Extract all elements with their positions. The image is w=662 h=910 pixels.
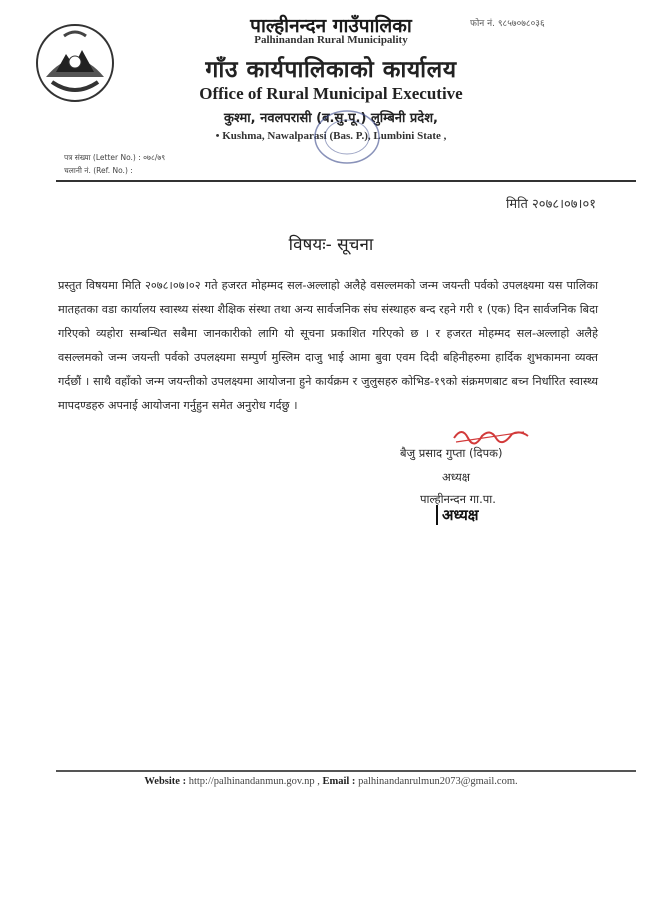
signatory-org: पाल्हीनन्दन गा.पा. (420, 492, 496, 506)
footer-contact: Website : http://palhinandanmun.gov.np , Email : palhinandanrulmun2073@gmail.com. (144, 776, 518, 787)
address-en: • Kushma, Nawalparasi (Bas. P.), Lumbini State , (215, 130, 447, 142)
reference-number: चलानी नं. (Ref. No.) : (64, 166, 133, 175)
footer-divider (56, 770, 636, 772)
website-label: Website : (144, 776, 187, 787)
notice-body: प्रस्तुत विषयमा मिति २०७८।०७।०२ गते हजरत मोहम्मद सल-अल्लाहो अलैहे वसल्लमको जन्म जयन्ती पर्वको उपलक्ष्यमा यस पालिका मातहतका वडा कार्यालय स्वास्थ्य संस्था शैक्षिक संस्था तथा अन्य सार्वजनिक संघ संस्थाहरु बन्द रहने गरी १ (एक) दिन सार्वजनिक बिदा गरिएको व्यहोरा सम्बन्धित सबैमा जानकारीको लागि यो सूचना प्रकाशित गरिएको छ । र हजरत मोहम्मद सल-अल्लाहो अलैहे वसल्लमको जन्म जयन्ती पर्वको उपलक्ष्यमा सम्पुर्ण मुस्लिम दाजु भाई आमा बुवा एवम दिदी बहिनीहरुमा हार्दिक शुभकामना व्यक्त गर्दछौं । साथै वहाँको जन्म जयन्तीको उपलक्ष्यमा आयोजना हुने कार्यक्रम र जुलुसहरु कोभिड-१९को संक्रमणबाट बच्न निर्धारित स्वास्थ्य मापदण्डहरु अपनाई आयोजना गर्नुहुन समेत अनुरोध गर्दछु । (58, 279, 598, 412)
signatory-title: अध्यक्ष (442, 470, 471, 484)
title-stamp: अध्यक्ष (436, 505, 479, 525)
office-seal-icon (312, 108, 382, 166)
address-np: कुश्मा, नवलपरासी (ब.सु.पू.) लुम्बिनी प्रदेश, (224, 111, 438, 126)
letter-date: मिति २०७८।०७।०१ (506, 197, 596, 212)
email-label: Email : (322, 776, 356, 787)
subject-heading: विषयः- सूचना (288, 235, 374, 255)
signature-scrawl-icon (450, 424, 530, 446)
website-link[interactable]: http://palhinandanmun.gov.np (188, 776, 315, 787)
office-name-np: गाँउ कार्यपालिकाको कार्यालय (205, 57, 457, 83)
header-divider (56, 180, 636, 182)
municipality-name-np: पाल्हीनन्दन गाउँपालिका (250, 15, 412, 37)
phone-number: फोन नं. ९८५७०७८०३६ (470, 19, 545, 29)
signatory-name: बैजु प्रसाद गुप्ता (दिपक) (400, 446, 503, 460)
letter-number: पत्र संख्या (Letter No.) : ०७८/७९ (64, 153, 166, 162)
office-name-en: Office of Rural Municipal Executive (199, 84, 463, 103)
municipality-name-en: Palhinandan Rural Municipality (254, 34, 408, 46)
email-link[interactable]: palhinandanrulmun2073@gmail.com. (358, 776, 518, 787)
